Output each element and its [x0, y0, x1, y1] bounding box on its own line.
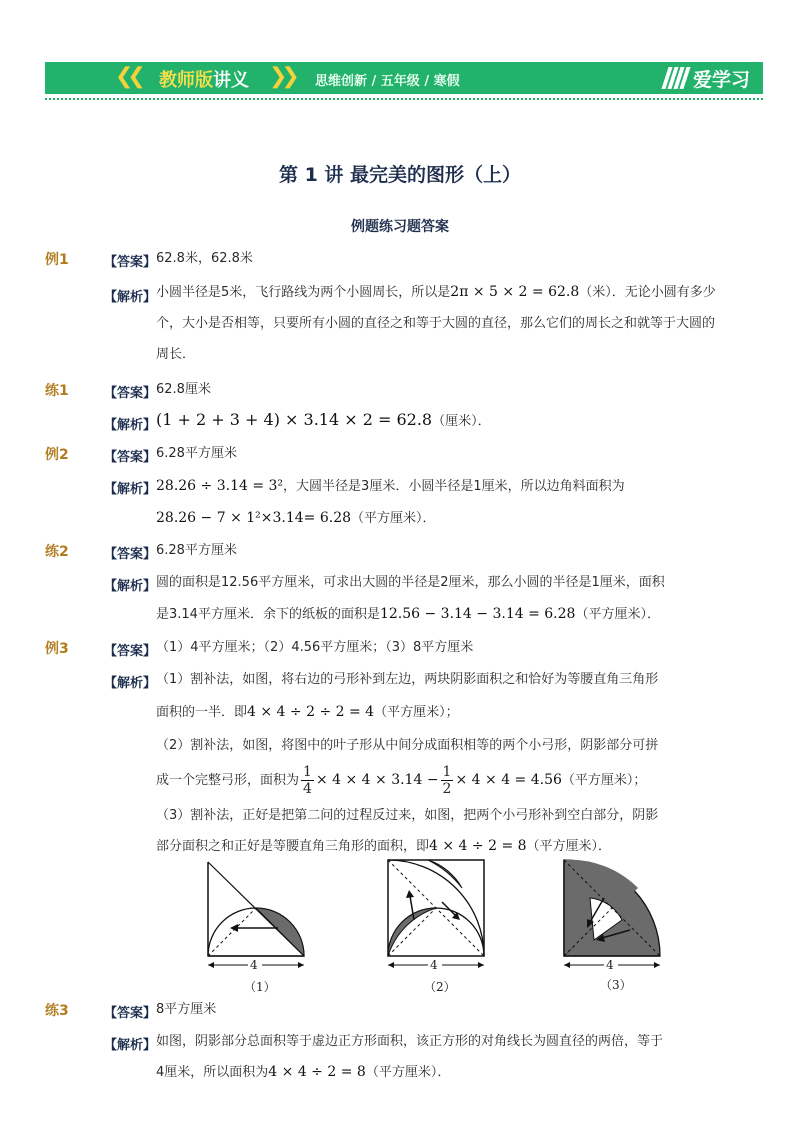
analysis-seg: 是3.14平方厘米．余下的纸板的面积是: [156, 607, 380, 622]
answer-label: 【答案】: [104, 547, 157, 562]
answer-label: 【答案】: [104, 386, 157, 401]
analysis-text: [156, 702, 716, 723]
analysis-text: [156, 410, 716, 432]
analysis-seg: 面积的一半．即: [156, 705, 248, 720]
formula: 4 × 4 ÷ 2 ÷ 2 = 4: [247, 704, 375, 720]
lecture-title: 第 1 讲 最完美的图形（上）: [278, 164, 522, 186]
answer-label: 【答案】: [104, 644, 157, 659]
header-banner: [45, 62, 763, 94]
analysis-label: 【解析】: [104, 579, 157, 594]
answer-text: 62.8米，62.8米: [156, 251, 253, 266]
analysis-seg: （平方厘米）．: [526, 839, 612, 854]
section-title: 例题练习题答案: [351, 219, 449, 235]
analysis-label: 【解析】: [104, 1038, 157, 1053]
answer-label: 【答案】: [104, 450, 157, 465]
dimension-label: 4: [430, 958, 438, 972]
double-chevron-right-icon: ❯❯: [269, 64, 294, 89]
brand-name: 爱学习: [693, 68, 751, 91]
analysis-seg: （厘米）．: [432, 414, 491, 429]
formula: 12.56 − 3.14 − 3.14 = 6.28: [379, 606, 576, 622]
formula: (1 + 2 + 3 + 4) × 3.14 × 2 = 62.8: [156, 410, 433, 429]
analysis-seg: 4厘米，所以面积为: [156, 1065, 269, 1080]
figure-1: [204, 858, 314, 994]
analysis-text: 如图，阴影部分总面积等于虚边正方形面积，该正方形的对角线长为圆直径的两倍，等于: [156, 1034, 664, 1049]
formula: 28.26 ÷ 3.14 = 3²: [156, 478, 284, 494]
analysis-text: 圆的面积是12.56平方厘米，可求出大圆的半径是2厘米，那么小圆的半径是1厘米，面积: [156, 575, 665, 590]
item-tag: 例2: [45, 447, 69, 463]
analysis-text: （2）割补法，如图，将图中的叶子形从中间分成面积相等的两个小弓形，阴影部分可拼: [156, 738, 659, 753]
analysis-text: （1）割补法，如图，将右边的弓形补到左边，两块阴影面积之和恰好为等腰直角三角形: [156, 672, 659, 687]
answer-text: 6.28平方厘米: [156, 446, 237, 461]
analysis-text: （3）割补法，正好是把第二问的过程反过来，如图，把两个小弓形补到空白部分，阴影: [156, 808, 659, 823]
analysis-seg: （平方厘米）；: [561, 773, 647, 788]
analysis-seg: （平方厘米）．: [575, 607, 660, 622]
fraction: [441, 764, 454, 797]
analysis-seg: 部分面积之和正好是等腰直角三角形的面积，即: [156, 839, 430, 854]
formula: 28.26 − 7 × 1²×3.14= 6.28: [156, 510, 352, 526]
handout-title: [159, 66, 249, 92]
fraction: [301, 764, 314, 797]
analysis-seg: （平方厘米）．: [365, 1065, 451, 1080]
analysis-text: [156, 508, 716, 529]
analysis-seg: （平方厘米）．: [351, 511, 436, 526]
title-part-handout: 讲义: [213, 70, 249, 91]
answer-text: 8平方厘米: [156, 1002, 217, 1017]
analysis-text: [156, 277, 716, 370]
dotted-divider: [45, 98, 763, 100]
analysis-text: [156, 476, 716, 497]
formula: × 4 × 4 = 4.56: [455, 772, 562, 788]
analysis-text: [156, 836, 716, 857]
answer-label: 【答案】: [104, 1006, 157, 1021]
answer-text: 6.28平方厘米: [156, 543, 237, 558]
answer-text: 62.8厘米: [156, 382, 211, 397]
formula: 4 × 4 ÷ 2 = 8: [268, 1064, 366, 1080]
denominator: 4: [303, 781, 312, 797]
formula: 4 × 4 ÷ 2 = 8: [429, 838, 527, 854]
brand-mark-icon: [665, 67, 687, 89]
analysis-label: 【解析】: [104, 290, 157, 305]
item-tag: 例3: [45, 641, 69, 657]
item-tag: 练1: [45, 383, 69, 399]
item-tag: 练3: [45, 1003, 69, 1019]
analysis-seg: （平方厘米）；: [374, 705, 459, 720]
formula: × 4 × 4 × 3.14 −: [315, 772, 439, 788]
dimension-label: 4: [250, 958, 258, 972]
analysis-seg: 成一个完整弓形，面积为: [156, 773, 300, 788]
answer-label: 【答案】: [104, 255, 157, 270]
analysis-seg: 小圆半径是5米，飞行路线为两个小圆周长，所以是: [156, 285, 451, 300]
breadcrumb: 思维创新 / 五年级 / 寒假: [315, 74, 460, 89]
item-tag: 练2: [45, 544, 69, 560]
dimension-label: 4: [606, 958, 614, 972]
denominator: 2: [442, 781, 452, 797]
figure-caption: （1）: [244, 980, 276, 994]
formula: 2π × 5 × 2 = 62.8: [450, 284, 580, 300]
brand-logo: [665, 64, 750, 92]
answer-text: （1）4平方厘米；（2）4.56平方厘米；（3）8平方厘米: [156, 640, 474, 655]
analysis-seg: ，大圆半径是3厘米．小圆半径是1厘米，所以边角料面积为: [283, 479, 625, 494]
double-chevron-left-icon: ❮❮: [115, 64, 140, 89]
numerator: 1: [442, 764, 452, 780]
analysis-label: 【解析】: [104, 418, 157, 433]
analysis-text: [156, 762, 716, 799]
figure-2: [384, 858, 488, 994]
analysis-seg: （米）．无论小圆有多少个，大小是否相等，只要所有小圆的直径之和等于大圆的直径，那么它们的周长之和就等于大圆的周长．: [156, 285, 716, 362]
figure-3: [560, 858, 664, 992]
analysis-label: 【解析】: [104, 676, 157, 691]
analysis-text: [156, 1062, 716, 1083]
figure-caption: （3）: [600, 978, 632, 992]
figure-caption: （2）: [424, 980, 456, 994]
title-part-teacher: 教师版: [159, 70, 213, 91]
analysis-text: [156, 604, 716, 625]
numerator: 1: [303, 764, 312, 780]
analysis-label: 【解析】: [104, 482, 157, 497]
item-tag: 例1: [45, 252, 69, 268]
